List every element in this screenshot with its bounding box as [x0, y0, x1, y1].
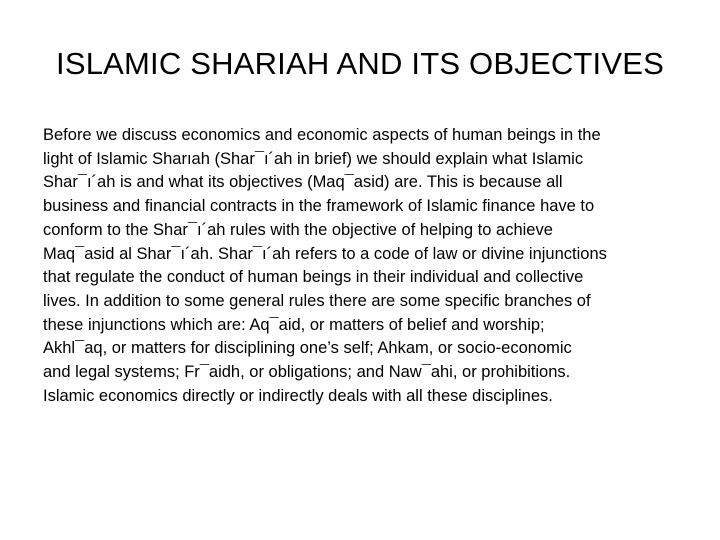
body-line: Shar¯ı´ah is and what its objectives (Maq¯asid) are. This is because all [43, 173, 563, 192]
body-line: light of Islamic Sharıah (Shar¯ı´ah in brief) we should explain what Islamic [43, 149, 584, 168]
body-line: these injunctions which are: Aq¯aid, or matters of belief and worship; [43, 315, 545, 334]
body-line: Islamic economics directly or indirectly deals with all these disciplines. [43, 386, 553, 405]
body-paragraph [43, 124, 683, 408]
body-line: conform to the Shar¯ı´ah rules with the objective of helping to achieve [43, 220, 553, 239]
body-line: lives. In addition to some general rules there are some specific branches of [43, 291, 591, 310]
slide-title: ISLAMIC SHARIAH AND ITS OBJECTIVES [56, 46, 664, 81]
body-line: Akhl¯aq, or matters for disciplining one’s self; Ahkam, or socio-economic [43, 339, 572, 358]
body-line: Before we discuss economics and economic aspects of human beings in the [43, 126, 601, 144]
body-line: Maq¯asid al Shar¯ı´ah. Shar¯ı´ah refers to a code of law or divine injunctions [43, 244, 607, 263]
body-line: and legal systems; Fr¯aidh, or obligations; and Naw¯ahi, or prohibitions. [43, 363, 571, 382]
body-line: business and financial contracts in the framework of Islamic finance have to [43, 197, 595, 216]
body-line: that regulate the conduct of human beings in their individual and collective [43, 268, 584, 287]
